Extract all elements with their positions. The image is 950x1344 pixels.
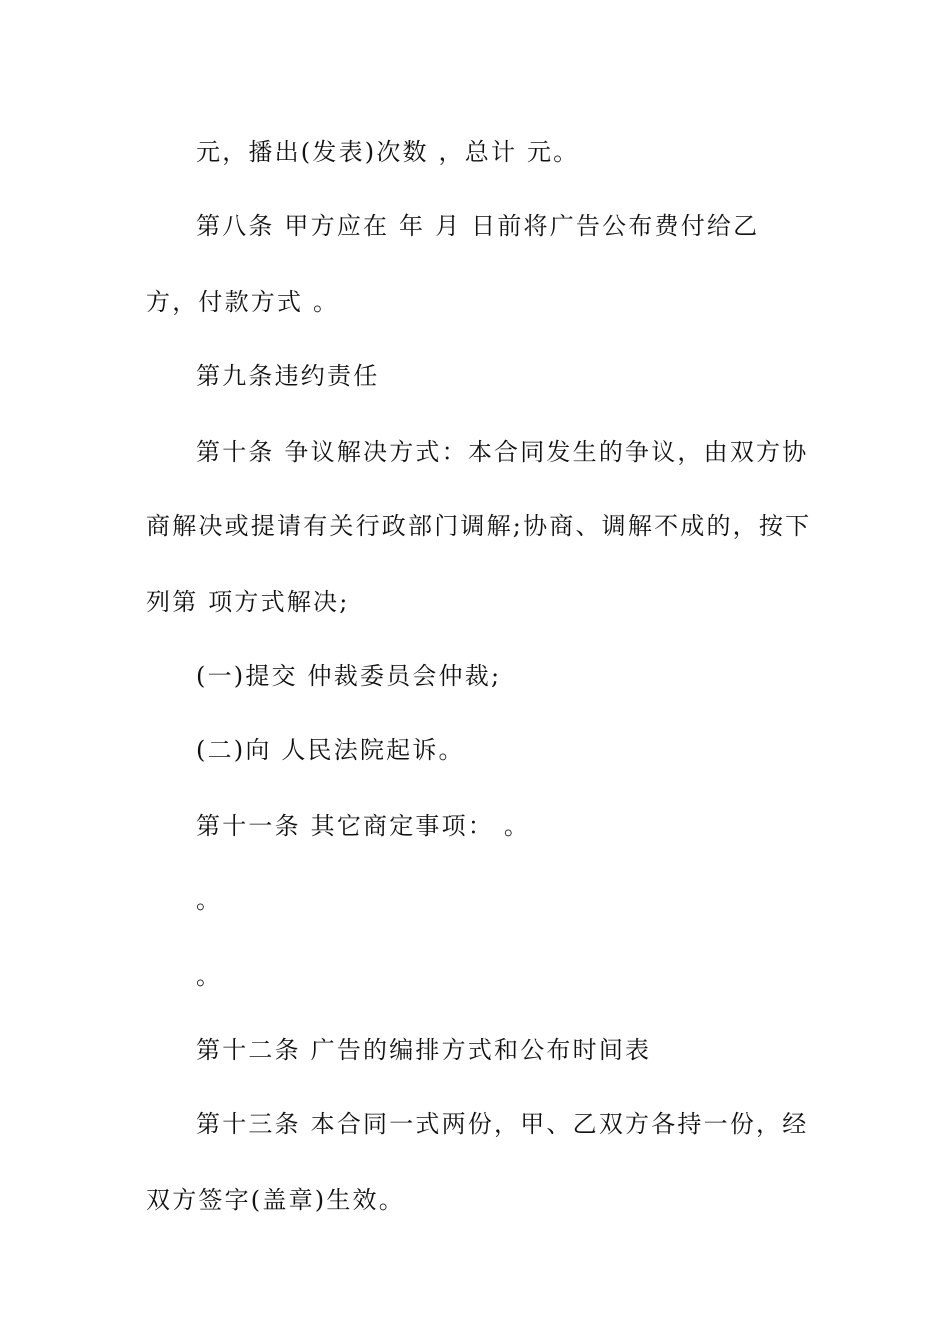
dispute-option-1: (一)提交 仲裁委员会仲裁; [196, 662, 502, 690]
article-10-line-1: 第十条 争议解决方式：本合同发生的争议，由双方协 [196, 438, 809, 466]
article-8-line-1: 第八条 甲方应在 年 月 日前将广告公布费付给乙 [196, 212, 760, 240]
article-10-line-2: 商解决或提请有关行政部门调解;协商、调解不成的，按下 [146, 512, 812, 540]
dispute-option-2: (二)向 人民法院起诉。 [196, 736, 465, 764]
paragraph-line-fee-total: 元，播出(发表)次数 ，总计 元。 [196, 138, 580, 166]
article-12-heading: 第十二条 广告的编排方式和公布时间表 [196, 1036, 652, 1064]
article-9-heading: 第九条违约责任 [196, 362, 380, 390]
article-11-continuation-2: 。 [196, 962, 223, 990]
article-13-line-2: 双方签字(盖章)生效。 [146, 1186, 405, 1214]
article-11-line: 第十一条 其它商定事项： 。 [196, 812, 531, 840]
article-8-line-2: 方，付款方式 。 [146, 288, 340, 316]
article-10-line-3: 列第 项方式解决; [146, 588, 350, 616]
article-13-line-1: 第十三条 本合同一式两份，甲、乙双方各持一份，经 [196, 1110, 809, 1138]
article-11-continuation-1: 。 [196, 886, 223, 914]
